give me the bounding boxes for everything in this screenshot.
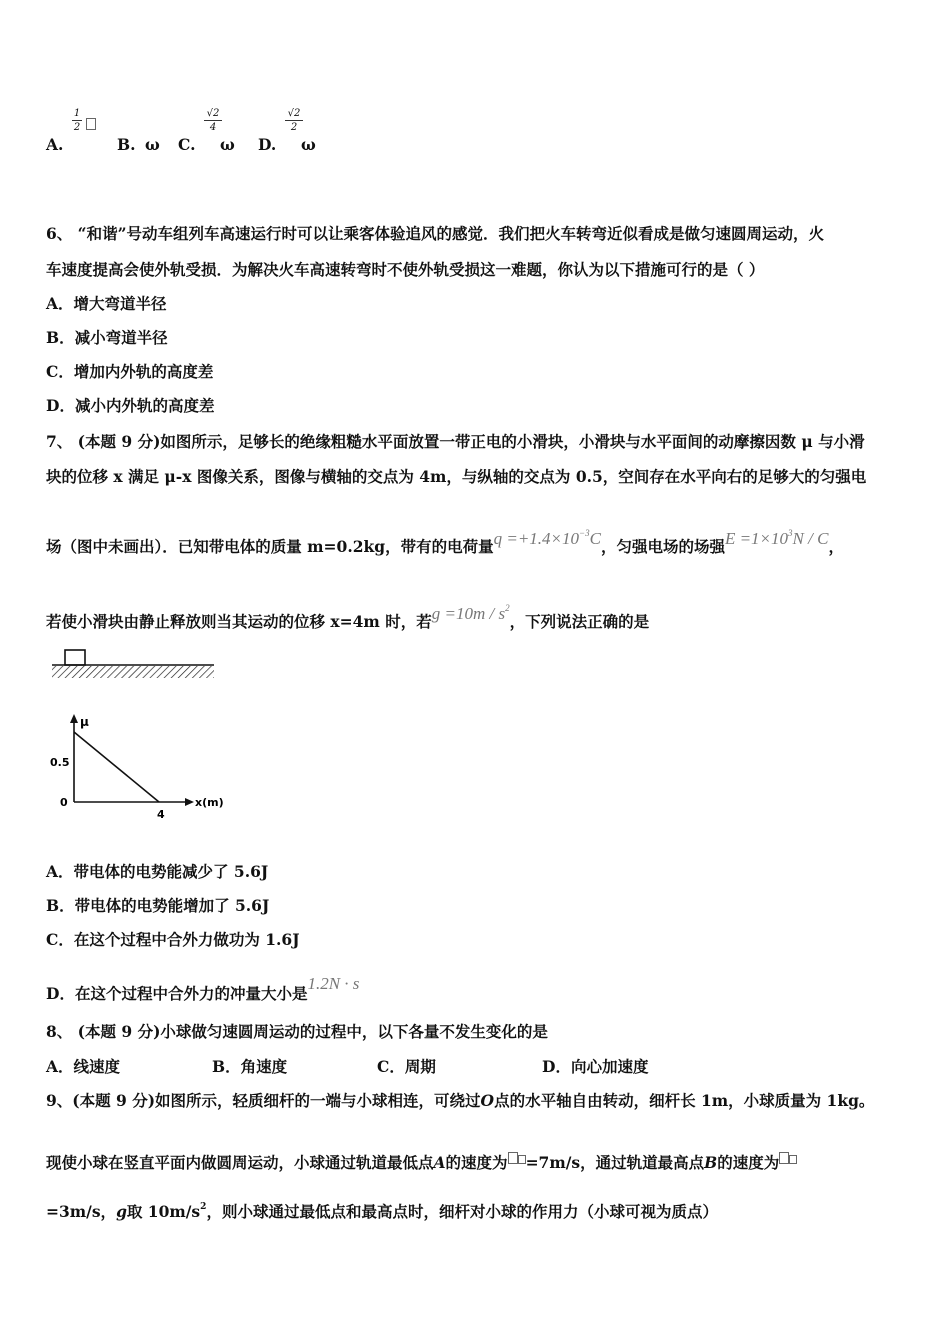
origin-label: 0 [60, 796, 68, 809]
y-intercept-label: 0.5 [50, 756, 70, 769]
q7-stem-line-3 [46, 528, 844, 557]
text-fragment: ，匀强电场的场强 [600, 537, 725, 556]
q5-option-b-label: B. [117, 135, 136, 154]
q7-stem-line-4 [46, 603, 649, 632]
q5-option-a-label: A. [46, 135, 64, 154]
point-b: B [704, 1153, 718, 1172]
gravity-formula [432, 604, 510, 623]
mu-x-graph [44, 708, 234, 828]
formula-text: q =+1.4×10 [493, 529, 580, 548]
text-fragment: 取 10m/s [126, 1202, 201, 1221]
fraction-bar [285, 120, 303, 121]
q8-option-c: C．周期 [377, 1057, 436, 1076]
formula-exponent: −3 [579, 528, 590, 538]
fraction-numerator: √2 [287, 108, 301, 119]
text-fragment: D．在这个过程中合外力的冲量大小是 [46, 984, 308, 1003]
point-o: O [480, 1091, 495, 1110]
q7-stem-line-1: 7、 (本题 9 分)如图所示，足够长的绝缘粗糙水平面放置一带正电的小滑块，小滑块与水平面间的动摩擦因数 μ 与小滑 [46, 432, 865, 451]
text-fragment: 点的水平轴自由转动，细杆长 1m，小球质量为 1kg。 [494, 1091, 875, 1110]
text-fragment: 9、(本题 9 分)如图所示，轻质细杆的一端与小球相连，可绕过 [46, 1091, 481, 1110]
fraction-denominator: 2 [73, 122, 81, 133]
impulse-formula: 1.2N · s [307, 974, 360, 993]
q6-option-b: B．减小弯道半径 [46, 328, 168, 347]
q6-option-c: C．增加内外轨的高度差 [46, 362, 214, 381]
q7-option-a: A．带电体的电势能减少了 5.6J [46, 862, 269, 881]
q5-option-d-fraction [285, 108, 303, 133]
q8-option-b: B．角速度 [212, 1057, 288, 1076]
q7-option-d [46, 974, 359, 1004]
q5-option-d-label: D. [258, 135, 277, 154]
formula-unit: N / C [792, 529, 829, 548]
ground-hatching [52, 666, 214, 678]
formula-exponent: 2 [505, 603, 510, 613]
field-formula [725, 529, 828, 548]
q7-option-b: B．带电体的电势能增加了 5.6J [46, 896, 270, 915]
text-fragment: =7m/s，通过轨道最高点 [525, 1153, 705, 1172]
y-axis-label: μ [80, 715, 89, 729]
q6-option-d: D．减小内外轨的高度差 [46, 396, 215, 415]
q5-option-b-value: ω [145, 135, 160, 154]
q5-option-c-fraction [204, 108, 222, 133]
fraction-denominator: 4 [209, 122, 217, 133]
formula-text: g =10m / s [431, 604, 506, 623]
slider-block [65, 650, 85, 665]
text-fragment: ，下列说法正确的是 [509, 612, 650, 631]
q9-stem-line-2 [46, 1151, 797, 1173]
q9-stem-line-1 [46, 1089, 874, 1111]
gravity-symbol: g [116, 1202, 127, 1221]
text-fragment: ，则小球通过最低点和最高点时，细杆对小球的作用力（小球可视为质点） [206, 1202, 718, 1221]
q5-option-c-omega: ω [220, 135, 235, 154]
q8-stem: 8、 (本题 9 分)小球做匀速圆周运动的过程中，以下各量不发生变化的是 [46, 1022, 548, 1041]
q5-option-d-omega: ω [301, 135, 316, 154]
fraction-numerator: √2 [206, 108, 220, 119]
missing-glyph-icon [508, 1152, 518, 1164]
text-fragment: 的速度为 [445, 1153, 508, 1172]
text-fragment: =3m/s， [46, 1202, 117, 1221]
q6-option-a: A．增大弯道半径 [46, 294, 167, 313]
fraction-bar [72, 120, 82, 121]
mu-series-line [74, 732, 159, 802]
formula-text: E =1×10 [724, 529, 789, 548]
missing-glyph-icon [86, 118, 96, 130]
fraction-bar [204, 120, 222, 121]
x-intercept-label: 4 [157, 808, 165, 821]
x-axis-arrow-icon [185, 798, 194, 806]
text-fragment: ， [828, 537, 844, 556]
unit-exponent: 2 [200, 1202, 207, 1212]
q6-stem-line-1: 6、 “和谐”号动车组列车高速运行时可以让乘客体验追风的感觉．我们把火车转弯近似看成是做匀速圆周运动，火 [46, 224, 825, 243]
q9-stem-line-3 [46, 1200, 718, 1222]
text-fragment: 的速度为 [717, 1153, 780, 1172]
q8-option-d: D．向心加速度 [542, 1057, 649, 1076]
q6-stem-line-2: 车速度提高会使外轨受损．为解决火车高速转弯时不使外轨受损这一难题，你认为以下措施可行的是（ ） [46, 260, 765, 279]
y-axis-arrow-icon [70, 714, 78, 723]
text-fragment: 场（图中未画出）．已知带电体的质量 m=0.2kg，带有的电荷量 [46, 537, 494, 556]
charge-formula [494, 529, 601, 548]
block-on-surface-figure [48, 645, 218, 683]
formula-exponent: 3 [788, 528, 793, 538]
q5-option-c-label: C. [178, 135, 196, 154]
text-fragment: 若使小滑块由静止释放则当其运动的位移 x=4m 时，若 [46, 612, 432, 631]
fraction-denominator: 2 [290, 122, 298, 133]
point-a: A [433, 1153, 446, 1172]
text-fragment: 现使小球在竖直平面内做圆周运动，小球通过轨道最低点 [46, 1153, 434, 1172]
missing-glyph-icon [779, 1152, 789, 1164]
q8-option-a: A．线速度 [46, 1057, 121, 1076]
missing-glyph-icon [518, 1155, 526, 1164]
fraction-numerator: 1 [73, 108, 81, 119]
q7-stem-line-2: 块的位移 x 满足 μ-x 图像关系，图像与横轴的交点为 4m，与纵轴的交点为 0.5，空间存在水平向右的足够大的匀强电 [46, 467, 867, 486]
formula-unit: C [589, 529, 601, 548]
q5-option-a-fraction [72, 108, 82, 133]
missing-glyph-icon [789, 1155, 797, 1164]
x-axis-label: x(m) [195, 796, 224, 809]
q7-option-c: C．在这个过程中合外力做功为 1.6J [46, 930, 300, 949]
